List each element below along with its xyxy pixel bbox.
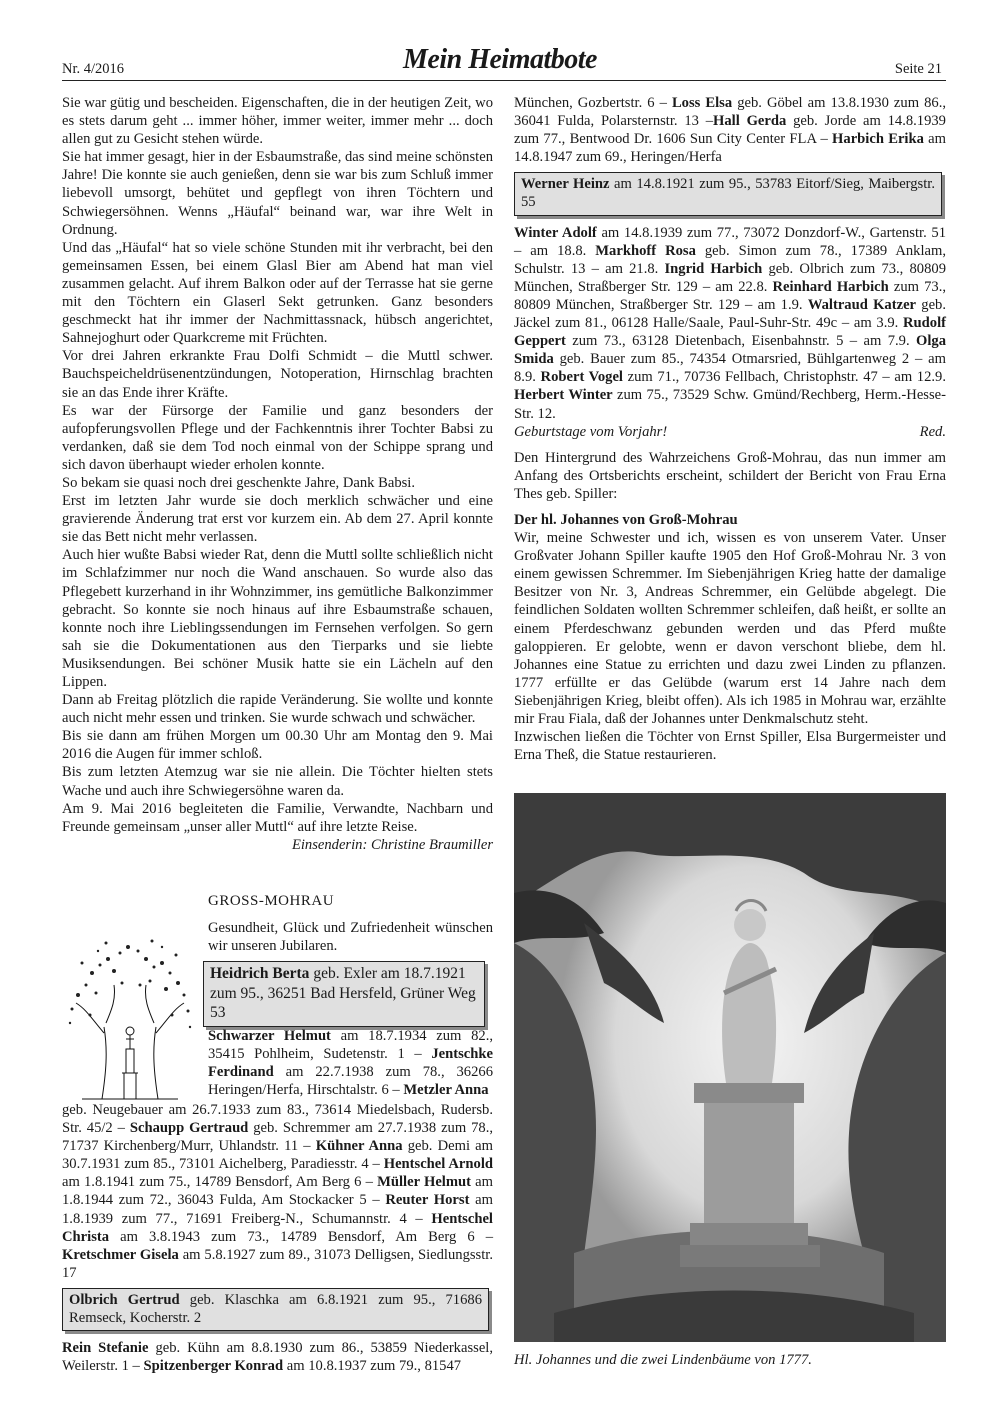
jubilar-details: zum 71., 70736 Fellbach, Christophstr. 47 – am 12.9. xyxy=(623,369,946,386)
jubilar-details: geb. Olbrich zum 73., 80809 München, Straßberger Str. 129 – am 22.8. xyxy=(514,260,946,295)
issue-number: Nr. 4/2016 xyxy=(62,61,125,77)
jubilar-name: Markhoff Rosa xyxy=(595,242,696,259)
jubilar-name: Heidrich Berta xyxy=(210,965,310,982)
paragraph: Bis zum letzten Atemzug war sie nie allein. Die Töchter hielten stets Wache und auch ihre Schwiegersöhne waren da. xyxy=(62,764,493,799)
jubilar-details: am 5.8.1927 zum 89., 31073 Delligsen, Siedlungsstr. 17 xyxy=(62,1246,493,1281)
jubilar-name: Ingrid Harbich xyxy=(664,260,763,277)
paragraph: Bis sie dann am frühen Morgen um 00.30 Uhr am Montag den 9. Mai 2016 die Augen für immer schloß. xyxy=(62,728,493,763)
paragraph: Inzwischen ließen die Töchter von Ernst Spiller, Elsa Burgermeister und Erna Theß, die Statue restaurieren. xyxy=(514,729,946,764)
jubilar-name: Hall Gerda xyxy=(713,113,787,130)
editor-note xyxy=(514,423,946,441)
jubilar-list-narrow xyxy=(208,1027,493,1099)
jubilar-details: München, Gozbertstr. 6 – xyxy=(514,95,672,111)
paragraph: Sie war gütig und bescheiden. Eigenschaften, die in der heutigen Zeit, wo es stets darum geht ... immer höher, immer weiter, immer mehr ... doch allen gut zu Gesicht stehen würde. xyxy=(62,95,493,148)
jubilar-details: am 1.8.1941 zum 75., 14789 Bensdorf, Am Berg 6 – xyxy=(62,1174,378,1191)
jubilar-details: geb. Jäckel zum 81., 06128 Halle/Saale, Paul-Suhr-Str. 49c – am 3.9. xyxy=(514,296,946,332)
jubilar-details: am 10.8.1937 zum 79., 81547 xyxy=(283,1358,462,1375)
jubilar-details: am 3.8.1943 zum 73., 14789 Bensdorf, Am Berg 6 – xyxy=(109,1228,493,1245)
jubilar-name: Waltraud Katzer xyxy=(807,296,917,313)
jubilar-name: Harbich Erika xyxy=(832,131,924,148)
statue-photo-image xyxy=(514,793,946,1342)
intro-text: Gesundheit, Glück und Zufriedenheit wünschen wir unseren Jubilaren. xyxy=(208,920,493,955)
paragraph: Am 9. Mai 2016 begleiteten die Familie, Verwandte, Nachbarn und Freunde gemeinsam „unser aller Muttl“ auf ihre letzte Reise. xyxy=(62,800,493,835)
jubilar-name: Hentschel Arnold xyxy=(383,1156,493,1173)
jubilar-details: geb. Kühn am 8.8.1930 zum 86., 53859 Niederkassel, Weilerstr. 1 – xyxy=(62,1340,493,1375)
jubilar-details: geb. Göbel am 13.8.1930 zum 86., 36041 Fulda, Polarsternstr. 13 – xyxy=(514,95,946,130)
jubilar-details: am 1.8.1944 zum 72., 36043 Fulda, Am Stockacker 5 – xyxy=(62,1174,494,1209)
note-text: Geburtstage vom Vorjahr! xyxy=(514,423,668,440)
jubilar-details: geb. Simon zum 78., 17389 Anklam, Schulstr. 13 – am 21.8. xyxy=(514,242,947,277)
jubilar-details: geb. Schremmer am 27.7.1938 zum 78., 71737 Kirchenberg/Murr, Uhlandstr. 11 – xyxy=(62,1120,493,1155)
jubilar-name: Jentschke Ferdinand xyxy=(208,1046,493,1081)
jubilar-name: Reinhard Harbich xyxy=(772,278,889,295)
jubilar-name: Loss Elsa xyxy=(671,95,733,111)
jubilar-details: geb. Bauer zum 85., 74354 Otmarsried, Bühlgartenweg 2 – am 8.9. xyxy=(514,351,946,386)
jubilar-name: Reuter Horst xyxy=(385,1192,470,1209)
highlight-box-heidrich xyxy=(203,961,485,1027)
paragraph: Vor drei Jahren erkrankte Frau Dolfi Schmidt – die Muttl schwer. Bauchspeicheldrüsenentzündungen, Notoperation, Hirnschlag brachten sie an das Ende ihrer Kräfte. xyxy=(62,348,493,401)
section-heading: GROSS-MOHRAU xyxy=(208,893,335,909)
obituary-column xyxy=(62,94,493,854)
jubilar-details: geb. Demi am 30.7.1931 zum 85., 73101 Aichelberg, Paradiesstr. 4 – xyxy=(62,1138,493,1173)
jubilar-details: geb. Klaschka am 6.8.1921 zum 95., 71686 Remseck, Kocherstr. 2 xyxy=(69,1291,482,1327)
header-rule xyxy=(62,80,946,81)
jubilar-name: Olga Smida xyxy=(514,333,946,368)
jubilar-name: Winter Adolf xyxy=(514,224,597,241)
jubilar-details: geb. Exler am 18.7.1921 zum 95., 36251 Bad Hersfeld, Grüner Weg 53 xyxy=(210,965,476,1021)
paragraph: Erst im letzten Jahr wurde sie doch merklich schwächer und eine gravierende Änderung trat erst vor kurzem ein. Ab dem 27. April konnte sie das Bett nicht mehr verlassen. xyxy=(62,493,493,546)
jubilar-name: Metzler Anna xyxy=(403,1082,489,1099)
page-number: Seite 21 xyxy=(894,61,942,77)
statue-photo xyxy=(514,793,946,1342)
author-signature: Einsenderin: Christine Braumiller xyxy=(291,836,493,853)
jubilar-details: zum 75., 73529 Schw. Gmünd/Rechberg, Herm.-Hesse-Str. 12. xyxy=(514,387,946,422)
jubilar-details: am 14.8.1939 zum 77., 73072 Donzdorf-W., Gartenstr. 51 – am 18.8. xyxy=(514,224,946,259)
paragraph: Es war der Fürsorge der Familie und ganz besonders der aufopferungsvollen Pflege und der Fachkenntnis ihrer Tochter Babsi zu verdanken, daß sie dem Tod noch einmal von der Schippe sprang und sich davon überhaupt wieder erholen konnte. xyxy=(62,402,493,473)
jubilar-details: zum 73., 80809 München, Straßberger Str. 129 – am 1.9. xyxy=(514,278,946,313)
masthead-title: Mein Heimatbote xyxy=(403,44,597,75)
jubilar-details: am 1.8.1939 zum 77., 71691 Freiberg-N., Schumannstr. 4 – xyxy=(62,1192,493,1227)
jubilar-name: Hentschel Christa xyxy=(62,1210,493,1245)
paragraph: Auch hier wußte Babsi wieder Rat, denn die Muttl sollte schließlich nicht im Schlafzimmer nur noch die Wand anschauen. So wurde also das Pflegebett kurzerhand in ihr Wohnzimmer, ins gemütliche Balkonzimmer gebracht. So konnte sie noch hinaus auf ihre Esbaumstraße schauen, konnte noch ihre Lieblingssendungen im Fernsehen verfolgen. So gern sah sie die Dokumentationen aus den Tierparks und sie liebte Musiksendungen. Bei schöner Musik hatte sie ein Lächeln auf den Lippen. xyxy=(62,547,493,690)
jubilar-details: am 14.8.1947 zum 69., Heringen/Herfa xyxy=(514,131,947,166)
jubilar-details: zum 73., 63128 Dietenbach, Eisenbahnstr. 5 – am 7.9. xyxy=(565,333,916,350)
jubilar-name: Spitzenberger Konrad xyxy=(143,1358,284,1375)
jubilar-details: am 14.8.1921 zum 95., 53783 Eitorf/Sieg, Maibergstr. 55 xyxy=(521,176,935,211)
jubilar-details: am 18.7.1934 zum 82., 35415 Pohlheim, Sudetenstr. 1 – xyxy=(208,1028,493,1063)
paragraph: So bekam sie quasi noch drei geschenkte Jahre, Dank Babsi. xyxy=(62,474,415,491)
jubilar-name: Robert Vogel xyxy=(540,369,623,386)
highlight-box-olbrich xyxy=(62,1288,489,1331)
jubilar-name: Rudolf Geppert xyxy=(514,315,946,350)
section-intro xyxy=(208,919,493,955)
jubilar-details: geb. Neugebauer am 26.7.1933 zum 83., 73614 Miedelsbach, Rudersb. Str. 45/2 – xyxy=(62,1102,493,1137)
jubilar-name: Rein Stefanie xyxy=(62,1340,149,1357)
jubilar-name: Schwarzer Helmut xyxy=(208,1028,331,1044)
jubilar-name: Kretschmer Gisela xyxy=(62,1246,179,1263)
editor-mark: Red. xyxy=(919,423,946,440)
paragraph: Dann ab Freitag plötzlich die rapide Veränderung. Sie wollte und konnte auch nicht mehr essen und trinken. Sie wurde schwach und schwächer. xyxy=(62,692,493,727)
jubilar-name: Kühner Anna xyxy=(315,1138,403,1155)
jubilar-name: Werner Heinz xyxy=(521,176,610,193)
highlight-box-werner xyxy=(514,172,942,215)
jubilar-details: am 22.7.1938 zum 78., 36266 Heringen/Herfa, Hirschtalstr. 6 – xyxy=(208,1064,493,1099)
jubilar-name: Herbert Winter xyxy=(514,387,613,404)
jubilar-name: Müller Helmut xyxy=(377,1174,471,1191)
jubilar-name: Schaupp Gertraud xyxy=(129,1120,249,1137)
right-column xyxy=(514,94,946,764)
jubilar-details: geb. Jorde am 14.8.1939 zum 77., Bentwood Dr. 1606 Sun City Center FLA – xyxy=(514,113,946,148)
jubilar-name: Olbrich Gertrud xyxy=(69,1291,180,1308)
paragraph: Den Hintergrund des Wahrzeichens Groß-Mohrau, das nun immer am Anfang des Ortsberichts erscheint, schildert der Bericht von Frau Erna Thes geb. Spiller: xyxy=(514,449,946,502)
jubilar-list-full xyxy=(62,1101,493,1375)
paragraph: Wir, meine Schwester und ich, wissen es von unserem Vater. Unser Großvater Johann Spiller kaufte 1905 den Hof Groß-Mohrau Nr. 3 von einem gewissen Schremmer. Im Siebenjährigen Krieg hatte der damalige Besitzer von Nr. 3, Andreas Schremmer, ein Gelübde abgelegt. Die feindlichen Soldaten wollten Schremmer schleifen, daß heißt, er sollte an einem Pferdeschwanz gebunden werden und das Pferd mußte galoppieren. Er gelobte, wenn er davon verschont bliebe, dem hl. Johannes eine Statue zu errichten und dazu zwei Linden zu pflanzen. 1777 erfüllte er das Gelübde (warum erst 14 Jahre nach dem Siebenjährigen Krieg, bleibt offen). Als ich 1985 in Mohrau war, erzählte mir Frau Fiala, daß der Johannes unter Denkmalschutz steht. xyxy=(514,530,946,727)
paragraph: Sie hat immer gesagt, hier in der Esbaumstraße, das sind meine schönsten Jahre! Die konnte sie auch genießen, denn sie war bis zum Schluß immer liebevoll umsorgt, behütet und gepflegt von ihren Töchtern und Schwiegersöhnen. Wenns „Häufal“ beinand war, war ihre Welt in Ordnung. xyxy=(62,149,493,238)
article-heading: Der hl. Johannes von Groß-Mohrau xyxy=(514,511,738,528)
photo-caption: Hl. Johannes und die zwei Lindenbäume von 1777. xyxy=(514,1352,812,1368)
linden-trees-statue-logo xyxy=(62,923,198,1101)
paragraph: Und das „Häufal“ hat so viele schöne Stunden mit ihr verbracht, bei den gemeinsamen Essen, bei einem Glasl Bier am Abend hat man viel zusammen gelacht. Auf ihrem Balkon oder auf der Terrasse hat sie gerne mit den Töchtern ein Glaserl Sekt getrunken. Ganz besonders geschmeckt hat ihr immer der Nachmittassnack, hübsch angerichtet, Sahnejoghurt oder Quarkcreme mit Früchten. xyxy=(62,239,493,347)
